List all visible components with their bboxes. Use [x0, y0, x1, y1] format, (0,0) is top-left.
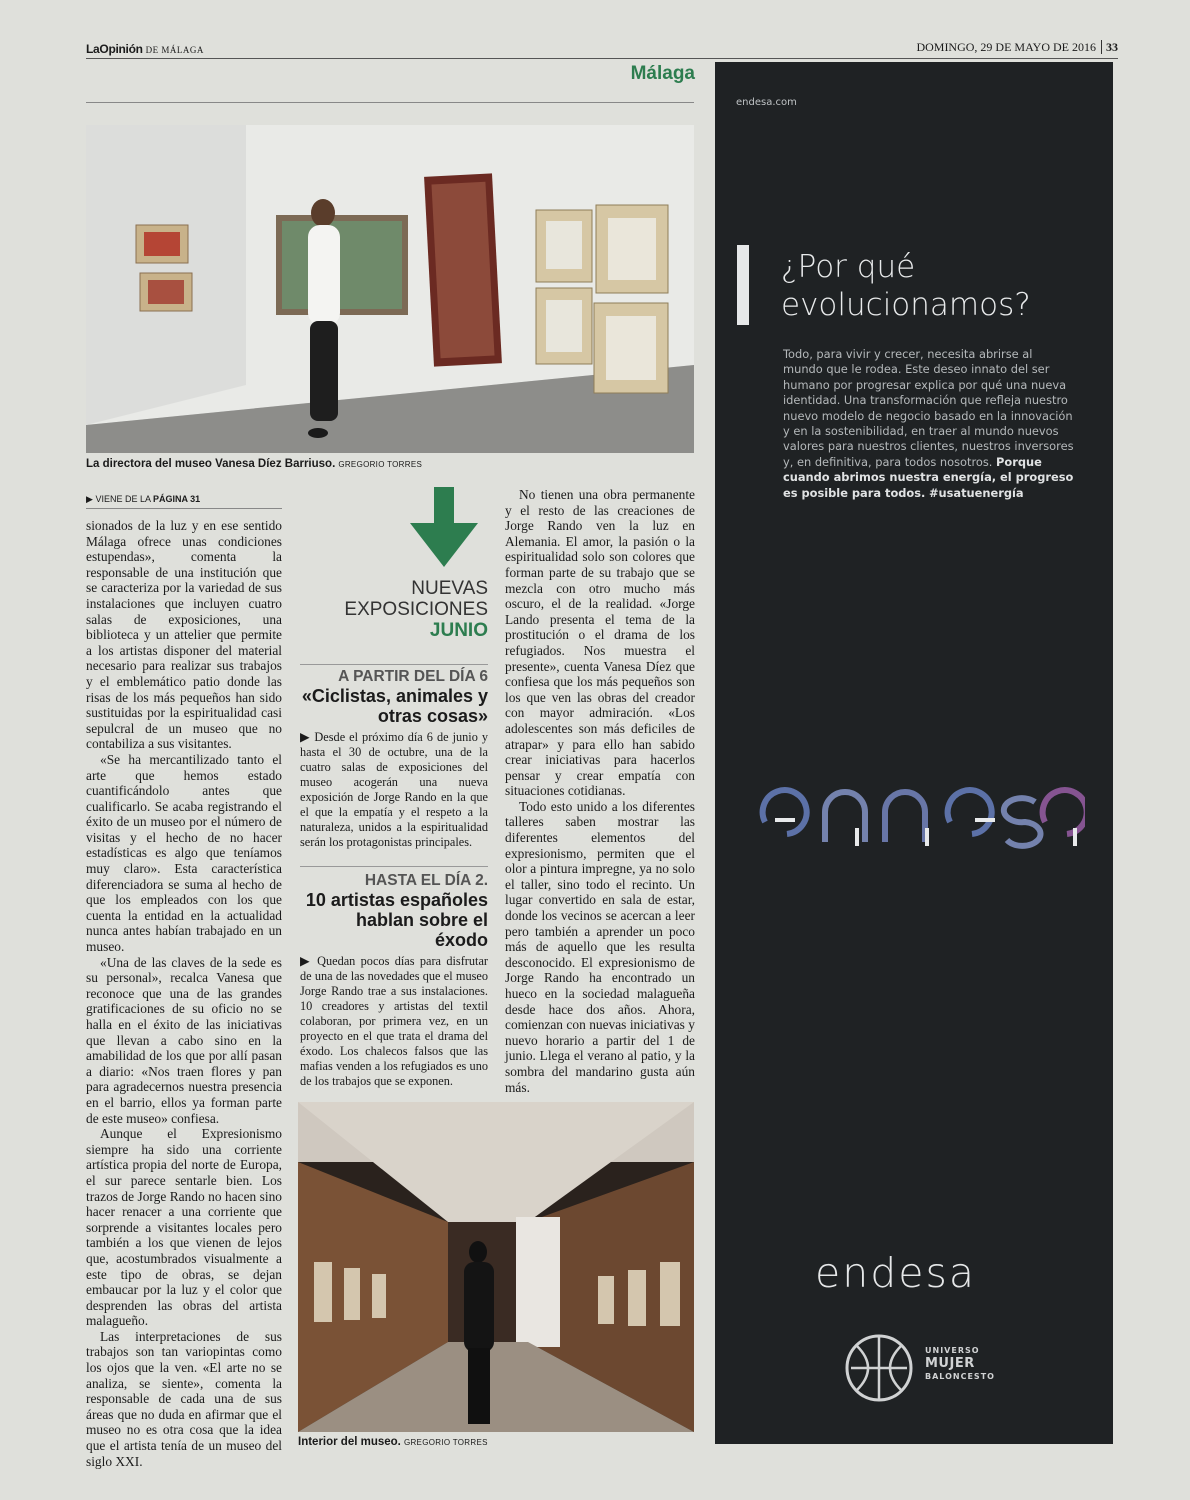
paragraph: sionados de la luz y en ese sentido Málaga ofrece unas condiciones estupendas», comenta la responsable de una institución que se caracteriza por la variedad de sus instalaciones que incluyen cuatro salas de exposiciones, una biblioteca y un attelier que permite a los artistas disponer del material necesario para realizar sus trabajos y el emblemático patio donde las risas de los más pequeños han sido sustituidas por la espiritualidad casi sepulcral de un museo que no contabiliza a sus visitantes. [86, 518, 282, 752]
exhibition-body: ▶ Quedan pocos días para disfrutar de una de las novedades que el museo Jorge Rando trae a sus instalaciones. 10 creadores y artistas del textil colaboran, por primera vez, en un proyecto en el que trata el drama del éxodo. Los chalecos falsos que las mafias venden a los refugiados es uno de los trabajos que se exponen. [300, 954, 489, 1088]
sidebar-heading: NUEVAS EXPOSICIONES JUNIO [344, 578, 488, 641]
paragraph: «Se ha mercantilizado tanto el arte que hemos estado cuantificándolo antes que cualificarlo. Se acaba registrando el éxito de un museo por el número de visitas y el hecho de no hacer estadísticas es algo que teníamos muy claro». Esta característica diferenciadora se suma al hecho de que los empleados con los que cuenta la entidad en la actualidad nunca antes habían trabajado en un museo. [86, 751, 282, 955]
ad-hashtag: #usatuenergía [928, 485, 1024, 500]
section-label: Málaga [630, 63, 695, 84]
exhibition-date: A PARTIR DEL DÍA 6 [338, 668, 488, 685]
paragraph: Las interpretaciones de sus trabajos son tan variopintas como los ojos que la ven. «El arte no se analiza, se siente», comenta la responsable de cada una de sus áreas que no duda en afirmar que el museo no es otra cosa que la idea que el artista tenía de un museo del siglo XXI. [86, 1328, 282, 1469]
exhibition-item [300, 668, 488, 850]
continued-page: PÁGINA 31 [152, 494, 201, 504]
exhibition-body: ▶ Desde el próximo día 6 de junio y hasta el 30 de octubre, una de la cuatro salas de exposiciones del museo acogerán una nueva exposición de Jorge Rando en la que el que la empatía y el respeto a la naturaleza, unidos a la espiritualidad serán los protagonistas principales. [300, 730, 489, 849]
masthead-rule [86, 58, 1118, 59]
divider [300, 664, 488, 665]
exhibition-date: HASTA EL DÍA 2. [364, 872, 488, 889]
endesa-logo: endesa [815, 1249, 976, 1297]
ad-accent-bar [737, 245, 749, 325]
masthead-date: DOMINGO, 29 DE MAYO DE 2016 33 [916, 40, 1118, 54]
triangle-icon: ▶ [300, 730, 315, 744]
triangle-icon: ▶ [86, 494, 93, 504]
down-arrow-icon [410, 487, 478, 572]
photo2-credit: GREGORIO TORRES [403, 1438, 488, 1447]
ad-url: endesa.com [736, 97, 797, 108]
endesa-advertisement [715, 62, 1113, 1444]
paragraph: Aunque el Expresionismo siempre ha sido una corriente artística propia del norte de Europa, el sur parece sentarle bien. Los trazos de Jorge Rando no hacen sino hacer renacer a una corriente que sorprende a visitantes locales pero también a los que vienen de lejos que, acostumbrados visualmente a este tipo de obras, se dejan embaucar por la luz y el color que desprenden las obras del artista malagueño. [86, 1126, 282, 1329]
photo2-caption: Interior del museo. GREGORIO TORRES [298, 1436, 488, 1448]
ad-body-text: Todo, para vivir y crecer, necesita abrirse al mundo que le rodea. Este deseo innato del ser humano por progresar explica por qué una nueva identidad. Una transformación que refleja nuestro nuevo modelo de negocio basado en la innovación y en la sostenibilidad, en traer al mundo nuevos valores para nuestros clientes, nuestros inversores y, en definitiva, para todos nosotros. Porque cuando abrimos nuestra energía, el progreso es posible para todos. #usatuenergía [783, 347, 1074, 500]
section-rule [86, 102, 694, 103]
paragraph: Todo esto unido a los diferentes talleres saben mostrar las diferentes elementos del expresionismo, permiten que el olor a pintura impregne, ya no solo el taller, sino todo el recinto. Un lugar convertido en sala de estar, donde los vecinos se acercan a leer pero también a aprender un poco más de aquello que les resulta desconocido. El expresionismo de Jorge Rando ha encontrado un hueco en la sociedad malagueña desde hace dos años. Ahora, comienzan con nuevas iniciativas y nuevo horario a partir del 1 de junio. Llega el verano al patio, y la sombra del mandarino gusta aún más. [505, 798, 695, 1095]
paragraph: No tienen una obra permanente y el resto de las creaciones de Jorge Rando ven la luz en Alemania. El amor, la pasión o la espiritualidad solo son colores que forman parte de su trabajo que se mezcla con otro mucho más oscuro, el de la realidad. «Jorge Lando presenta el tema de la prostitución o el drama de los refugiados. Nos muestra el presente», cuenta Vanesa Díez que confiesa que los más pequeños son los que ven las obras del creador con mayor admiración. «Los adolescentes son más deficiles de atrapar» y para ello han sabido crear iniciativas para hacerlos pensar y crear empatía con situaciones cotidianas. [505, 487, 695, 799]
museum-interior-photo [298, 1102, 694, 1432]
article-column-3 [505, 487, 695, 1095]
page-number: 33 [1101, 40, 1118, 54]
divider [300, 866, 488, 867]
ad-body-bold: Porque cuando abrimos nuestra energía, el progreso es posible para todos. [783, 454, 1074, 500]
paragraph: «Una de las claves de la sede es su personal», recalca Vanesa que reconoce que una de las grandes gratificaciones de su oficio no se halla en el éxito de las iniciativas que llevan a cabo sino en la amabilidad de los que por allí pasan a diario: «Nos traen flores y pan para agradecernos nuestra presencia en el barrio, ellos ya forman parte de este museo» confiesa. [86, 954, 282, 1126]
ad-headline: ¿Por qué evolucionamos? [781, 249, 1031, 323]
exhibition-title: «Ciclistas, animales y otras cosas» [301, 686, 488, 726]
universo-mujer-logo: UNIVERSO MUJER BALONCESTO [925, 1346, 995, 1381]
exhibition-item [300, 872, 488, 1089]
gallery-photo [86, 125, 694, 453]
article-column-1 [86, 518, 282, 1469]
masthead-paper-name: LaOpinión DE MÁLAGA [86, 42, 204, 56]
exhibition-title: 10 artistas españoles hablan sobre el éxodo [305, 890, 488, 950]
photo1-credit: GREGORIO TORRES [338, 460, 423, 469]
continued-from-label: ▶ VIENE DE LA PÁGINA 31 [86, 494, 282, 509]
basketball-icon [843, 1332, 915, 1408]
endesa-logo-graphic [745, 782, 1085, 856]
photo1-caption: La directora del museo Vanesa Díez Barriuso. GREGORIO TORRES [86, 458, 423, 470]
triangle-icon: ▶ [300, 954, 318, 968]
